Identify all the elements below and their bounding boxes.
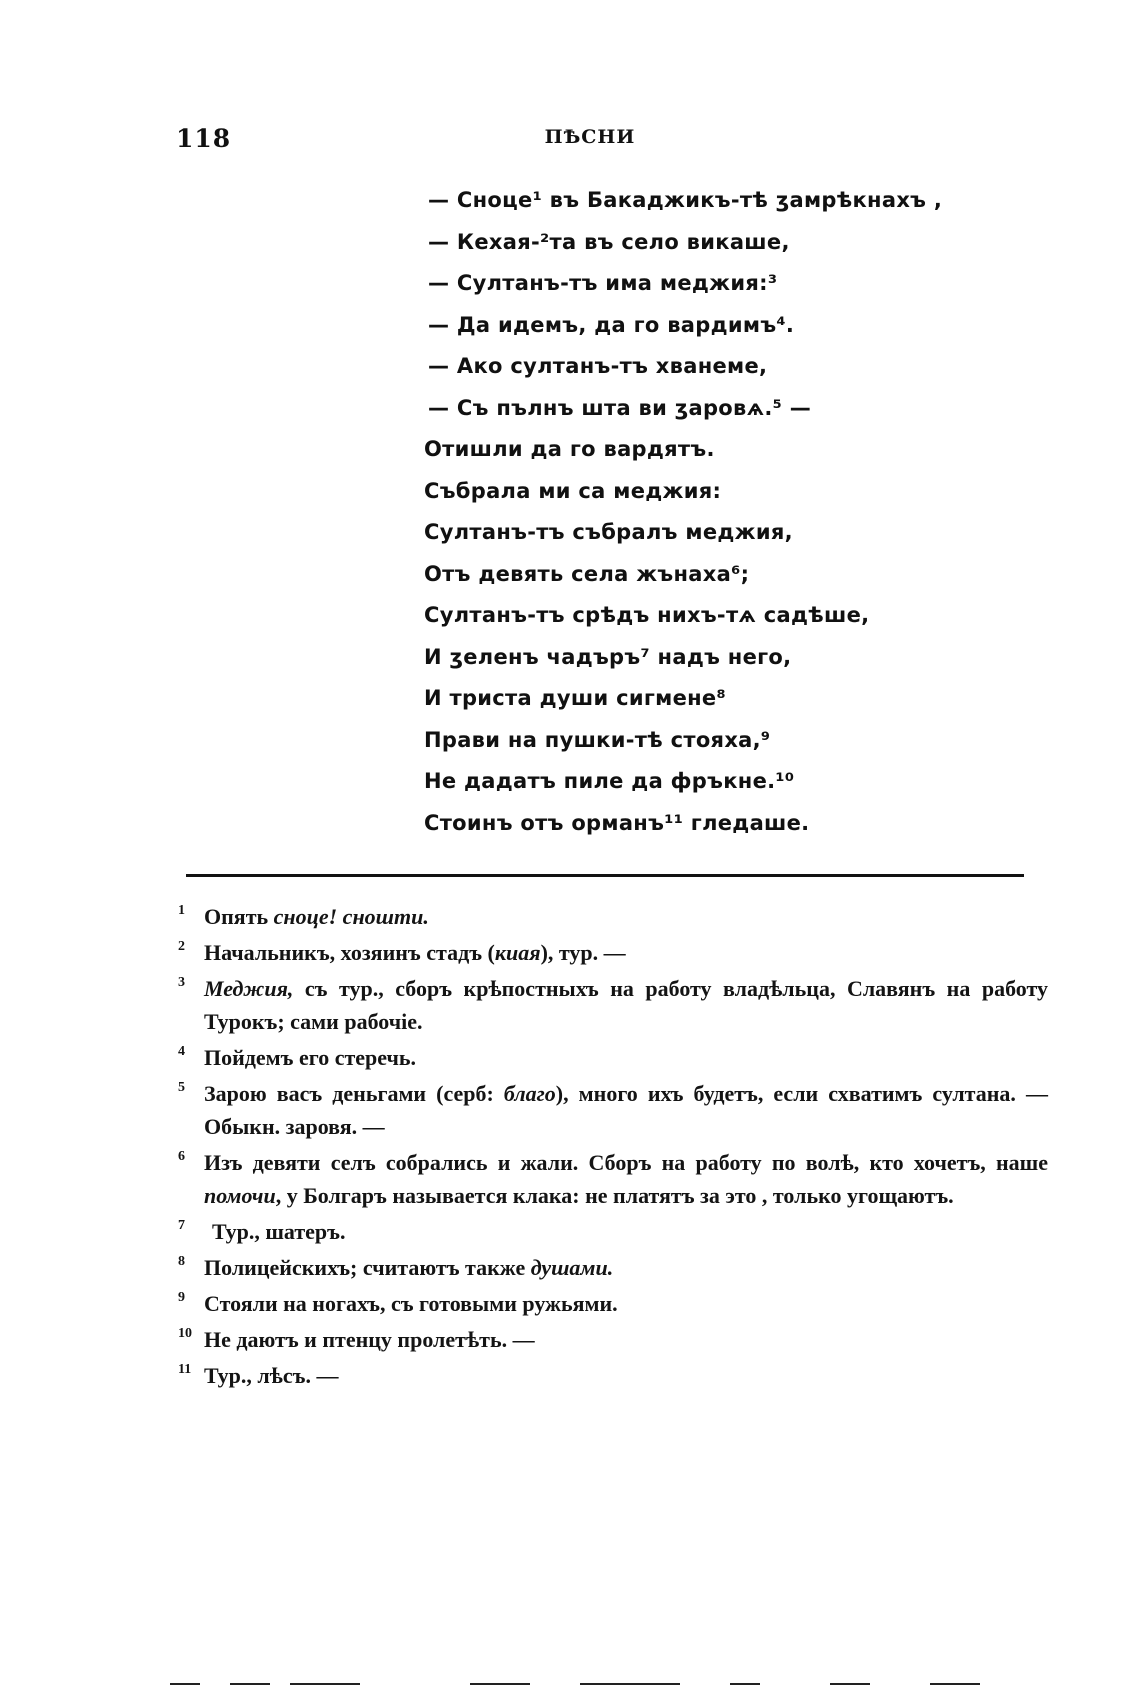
footnote-mark: 4 xyxy=(178,1044,185,1059)
footnote-mark: 10 xyxy=(178,1326,192,1341)
scan-mark xyxy=(170,1683,200,1685)
footnote xyxy=(178,1146,1048,1212)
scan-mark xyxy=(830,1683,870,1685)
footnote-text: Тур., шатеръ. xyxy=(212,1219,346,1244)
verse-line: — Съ пълнъ шта ви ʒаровѧ.⁵ — xyxy=(428,395,812,420)
footnote-text: Зарою васъ деньгами (серб: благо), много ихъ будетъ, если схватимъ султана. — Обыкн. заровя. — xyxy=(204,1081,1048,1139)
verse-line: Султанъ-тъ срѣдъ нихъ-тѧ садѣше, xyxy=(424,603,870,627)
verse-line: Събрала ми са меджия: xyxy=(424,478,722,503)
footnote xyxy=(178,1041,1048,1074)
footnote-mark: 1 xyxy=(178,903,185,918)
verse-line: Отишли да го вардятъ. xyxy=(424,437,715,461)
verse-line: И триста души сигмене⁸ xyxy=(424,686,726,710)
verse-line: Прави на пушки-тѣ стояха,⁹ xyxy=(424,727,771,752)
footnote-text: Начальникъ, хозяинъ стадъ (киая), тур. — xyxy=(204,940,626,965)
footnote xyxy=(178,1359,1048,1392)
verse-line: Султанъ-тъ събралъ меджия, xyxy=(424,520,793,544)
footnote-text: Меджия, съ тур., сборъ крѣпостныхъ на работу владѣльца, Славянъ на работу Турокъ; сами рабочіе. xyxy=(204,976,1048,1034)
footnote-separator-rule xyxy=(186,874,1024,877)
footnote-text: Стояли на ногахъ, съ готовыми ружьями. xyxy=(204,1291,618,1316)
footnote-mark: 5 xyxy=(178,1080,185,1095)
footnote-text: Опять сноце! сношти. xyxy=(204,904,429,929)
footnote xyxy=(178,1287,1048,1320)
footnote-text: Пойдемъ его стеречь. xyxy=(204,1045,417,1070)
verse-line: — Султанъ-тъ има меджия:³ xyxy=(428,271,778,295)
page-bottom-scan-marks xyxy=(170,1683,1030,1689)
footnote-mark: 7 xyxy=(178,1218,185,1233)
footnote-text: Тур., лѣсъ. — xyxy=(204,1363,339,1388)
verse-line: — Сноце¹ въ Бакаджикъ-тѣ ʒамрѣкнахъ , xyxy=(428,188,943,212)
footnote xyxy=(178,1077,1048,1143)
footnote-mark: 11 xyxy=(178,1362,192,1377)
footnote xyxy=(178,900,1048,933)
footnote-mark: 8 xyxy=(178,1254,185,1269)
footnote xyxy=(178,1215,1048,1248)
scan-mark xyxy=(230,1683,270,1685)
verse-line: — Кехая-²та въ село викаше, xyxy=(428,229,790,254)
scan-mark xyxy=(580,1683,680,1685)
footnote xyxy=(178,1323,1048,1356)
scan-mark xyxy=(730,1683,760,1685)
verse-line: И ʒеленъ чадъръ⁷ надъ него, xyxy=(424,644,792,669)
verse-line: — Да идемъ, да го вардимъ⁴. xyxy=(428,312,795,337)
scan-mark xyxy=(470,1683,530,1685)
footnote-mark: 9 xyxy=(178,1290,185,1305)
footnote xyxy=(178,1251,1048,1284)
footnote-text: Изъ девяти селъ собрались и жали. Сборъ на работу по волѣ, кто хочетъ, наше помочи, у Болгаръ называется клака: не платятъ за это , только угощаютъ. xyxy=(204,1150,1048,1208)
page-number: 118 xyxy=(176,124,232,153)
footnote xyxy=(178,972,1048,1038)
footnote-text: Не даютъ и птенцу пролетѣть. — xyxy=(204,1327,535,1352)
footnotes xyxy=(178,900,1048,1395)
scan-mark xyxy=(290,1683,360,1685)
song-verses xyxy=(424,180,948,844)
verse-line: Стоинъ отъ орманъ¹¹ гледаше. xyxy=(424,810,810,835)
footnote-mark: 6 xyxy=(178,1149,185,1164)
verse-line: Отъ девять села жънаха⁶; xyxy=(424,561,750,586)
footnote-mark: 3 xyxy=(178,975,185,990)
verse-line: Не дадатъ пиле да фръкне.¹⁰ xyxy=(424,769,795,793)
footnote xyxy=(178,936,1048,969)
verse-line: — Ако султанъ-тъ хванеме, xyxy=(428,354,768,378)
footnote-text: Полицейскихъ; считаютъ также душами. xyxy=(204,1255,614,1280)
scan-mark xyxy=(930,1683,980,1685)
footnote-mark: 2 xyxy=(178,939,185,954)
running-title: ПѢСНИ xyxy=(544,126,636,148)
